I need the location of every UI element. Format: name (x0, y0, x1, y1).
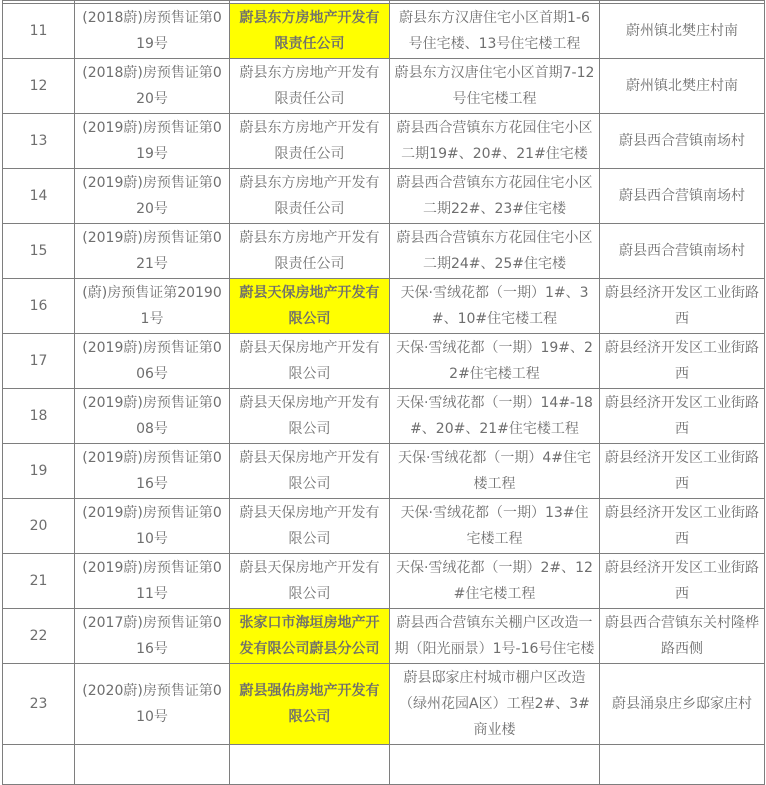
cell-project-name: 天保·雪绒花都（一期）19#、22#住宅楼工程 (390, 334, 600, 389)
cell-location: 蔚州镇北樊庄村南 (600, 4, 765, 59)
cell-company-name: 蔚县天保房地产开发有限公司 (230, 499, 390, 554)
cell-location: 蔚县西合营镇南场村 (600, 224, 765, 279)
cell-certificate-number: (2019蔚)房预售证第006号 (75, 334, 230, 389)
cell-location: 蔚县经济开发区工业街路西 (600, 554, 765, 609)
cell-certificate-number: (2018蔚)房预售证第019号 (75, 4, 230, 59)
cell-company-name: 张家口市海垣房地产开发有限公司蔚县分公司 (230, 609, 390, 664)
cell-row-number: 12 (3, 59, 75, 114)
cell-row-number: 18 (3, 389, 75, 444)
cell-empty (75, 745, 230, 785)
table-row (3, 279, 765, 334)
cell-row-number: 14 (3, 169, 75, 224)
cell-project-name: 蔚县西合营镇东方花园住宅小区二期24#、25#住宅楼 (390, 224, 600, 279)
table-row (3, 114, 765, 169)
cell-company-name: 蔚县天保房地产开发有限公司 (230, 279, 390, 334)
table-row (3, 499, 765, 554)
cell-location: 蔚县西合营镇东关村隆桦路西侧 (600, 609, 765, 664)
cell-project-name: 蔚县邸家庄村城市棚户区改造（绿州花园A区）工程2#、3#商业楼 (390, 664, 600, 745)
cell-company-name: 蔚县强佑房地产开发有限公司 (230, 664, 390, 745)
cell-company-name: 蔚县天保房地产开发有限公司 (230, 554, 390, 609)
cell-row-number: 21 (3, 554, 75, 609)
cell-project-name: 天保·雪绒花都（一期）1#、3#、10#住宅楼工程 (390, 279, 600, 334)
cell-location: 蔚县西合营镇南场村 (600, 114, 765, 169)
cell-company-name: 蔚县天保房地产开发有限公司 (230, 389, 390, 444)
cell-company-name: 蔚县天保房地产开发有限公司 (230, 334, 390, 389)
cell-location: 蔚县经济开发区工业街路西 (600, 279, 765, 334)
cell-certificate-number: (2019蔚)房预售证第008号 (75, 389, 230, 444)
cell-company-name: 蔚县东方房地产开发有限责任公司 (230, 114, 390, 169)
cell-row-number: 13 (3, 114, 75, 169)
cell-empty (3, 745, 75, 785)
cell-project-name: 天保·雪绒花都（一期）4#住宅楼工程 (390, 444, 600, 499)
cell-certificate-number: (蔚)房预售证第201901号 (75, 279, 230, 334)
cropped-row-bottom (3, 745, 765, 785)
cell-certificate-number: (2018蔚)房预售证第020号 (75, 59, 230, 114)
cell-company-name: 蔚县东方房地产开发有限责任公司 (230, 4, 390, 59)
cell-row-number: 11 (3, 4, 75, 59)
cell-location: 蔚县经济开发区工业街路西 (600, 499, 765, 554)
cell-project-name: 天保·雪绒花都（一期）13#住宅楼工程 (390, 499, 600, 554)
table-row (3, 4, 765, 59)
cell-row-number: 15 (3, 224, 75, 279)
cell-certificate-number: (2019蔚)房预售证第020号 (75, 169, 230, 224)
table-row (3, 389, 765, 444)
cell-empty (390, 745, 600, 785)
table-row (3, 334, 765, 389)
cell-company-name: 蔚县东方房地产开发有限责任公司 (230, 224, 390, 279)
cell-row-number: 20 (3, 499, 75, 554)
cell-company-name: 蔚县天保房地产开发有限公司 (230, 444, 390, 499)
table-row (3, 224, 765, 279)
cell-certificate-number: (2020蔚)房预售证第010号 (75, 664, 230, 745)
cell-empty (230, 745, 390, 785)
table-row (3, 59, 765, 114)
cell-project-name: 蔚县东方汉唐住宅小区首期1-6号住宅楼、13号住宅楼工程 (390, 4, 600, 59)
table-row (3, 554, 765, 609)
cell-location: 蔚县经济开发区工业街路西 (600, 444, 765, 499)
cell-location: 蔚州镇北樊庄村南 (600, 59, 765, 114)
cell-location: 蔚县经济开发区工业街路西 (600, 334, 765, 389)
cell-certificate-number: (2019蔚)房预售证第016号 (75, 444, 230, 499)
cell-empty (600, 745, 765, 785)
cell-row-number: 23 (3, 664, 75, 745)
cell-project-name: 蔚县西合营镇东方花园住宅小区二期19#、20#、21#住宅楼 (390, 114, 600, 169)
cell-certificate-number: (2017蔚)房预售证第016号 (75, 609, 230, 664)
cell-certificate-number: (2019蔚)房预售证第019号 (75, 114, 230, 169)
cell-location: 蔚县涌泉庄乡邸家庄村 (600, 664, 765, 745)
cell-row-number: 17 (3, 334, 75, 389)
cell-project-name: 蔚县东方汉唐住宅小区首期7-12号住宅楼工程 (390, 59, 600, 114)
cell-certificate-number: (2019蔚)房预售证第011号 (75, 554, 230, 609)
cell-certificate-number: (2019蔚)房预售证第010号 (75, 499, 230, 554)
cell-row-number: 19 (3, 444, 75, 499)
table-row (3, 444, 765, 499)
cell-project-name: 天保·雪绒花都（一期）14#-18#、20#、21#住宅楼工程 (390, 389, 600, 444)
cell-row-number: 22 (3, 609, 75, 664)
cell-company-name: 蔚县东方房地产开发有限责任公司 (230, 59, 390, 114)
cell-project-name: 蔚县西合营镇东方花园住宅小区二期22#、23#住宅楼 (390, 169, 600, 224)
cell-project-name: 蔚县西合营镇东关棚户区改造一期（阳光丽景）1号-16号住宅楼 (390, 609, 600, 664)
cell-certificate-number: (2019蔚)房预售证第021号 (75, 224, 230, 279)
table-row (3, 169, 765, 224)
cell-row-number: 16 (3, 279, 75, 334)
cell-location: 蔚县西合营镇南场村 (600, 169, 765, 224)
table-row (3, 609, 765, 664)
table-row (3, 664, 765, 745)
cell-company-name: 蔚县东方房地产开发有限责任公司 (230, 169, 390, 224)
cell-project-name: 天保·雪绒花都（一期）2#、12#住宅楼工程 (390, 554, 600, 609)
presale-certificate-table (2, 0, 765, 785)
cell-location: 蔚县经济开发区工业街路西 (600, 389, 765, 444)
